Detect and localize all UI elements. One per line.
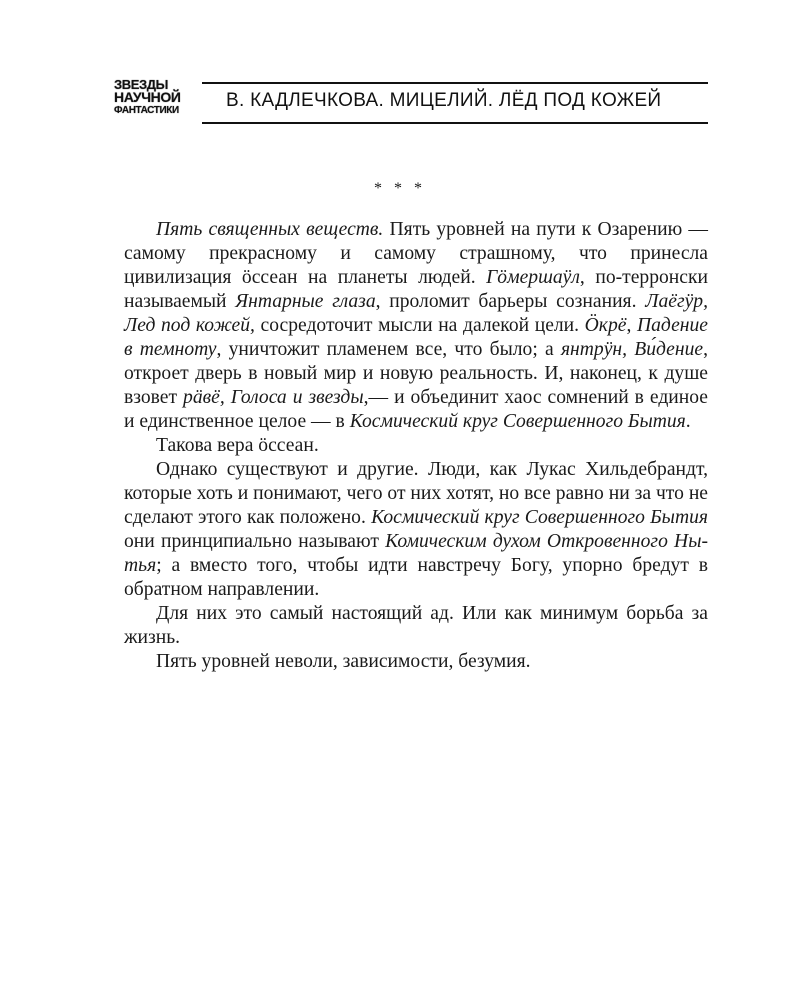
text-run: . bbox=[685, 411, 691, 432]
logo-line: ЗВЕЗДЫ bbox=[114, 77, 168, 92]
header-rule-top bbox=[202, 82, 708, 84]
text-run: Такова вера öссеан. bbox=[156, 435, 319, 456]
italic-term: Янтарные глаза bbox=[235, 291, 376, 312]
italic-term: Пять священных веществ. bbox=[156, 219, 384, 240]
body-text bbox=[124, 218, 708, 674]
header-rule-bottom bbox=[202, 122, 708, 124]
page-header bbox=[114, 76, 708, 124]
paragraph bbox=[124, 602, 708, 650]
italic-term: янтрӱн, Ви́дение bbox=[560, 339, 704, 360]
text-run: они принципиально называют bbox=[124, 531, 386, 552]
italic-term: Падение в темноту bbox=[124, 315, 708, 360]
text-run: ,— и объединит хаос сомнений в единое и единственное целое — в bbox=[124, 387, 709, 432]
text-run: Пять уровней неволи, зависимости, безумия. bbox=[156, 651, 531, 672]
text-run: ; а вместо того, чтобы идти навстречу Богу, упорно бредут в обратном направлении. bbox=[124, 555, 708, 600]
text-run: , уничтожит пламенем все, что было; а bbox=[216, 339, 561, 360]
paragraph bbox=[124, 434, 708, 458]
series-logo bbox=[114, 78, 198, 120]
logo-line: ФАНТАСТИКИ bbox=[114, 105, 179, 116]
text-run: , откроет дверь в новый мир и новую реальность. И, наконец, к душе взовет bbox=[124, 339, 708, 408]
italic-term: Гöмершаӱл bbox=[486, 267, 580, 288]
running-title: В. КАДЛЕЧКОВА. МИЦЕЛИЙ. ЛЁД ПОД КОЖЕЙ bbox=[226, 90, 662, 111]
text-run: Однако существуют и другие. Люди, как Лукас Хильдебрандт, которые хоть и понимают, чего от них хотят, но все равно ни за что не сделают этого как положено. bbox=[124, 459, 708, 528]
text-run: сосредоточит мысли на далекой цели. bbox=[254, 315, 585, 336]
text-run: , по-терронски называемый bbox=[124, 267, 708, 312]
italic-term: Лаёгӱр, Лед под кожей, bbox=[124, 291, 708, 336]
italic-term: Öкрё bbox=[584, 315, 627, 336]
text-run: Пять уровней на пути к Озарению — самому прекрасному и самому страшному, что принесла цивилизация öссеан на планеты людей. bbox=[124, 219, 708, 288]
logo-line: НАУЧНОЙ bbox=[114, 89, 181, 105]
text-run: , bbox=[626, 315, 637, 336]
italic-term: Космический круг Совершенного Бытия bbox=[371, 507, 708, 528]
section-break: * * * bbox=[374, 180, 426, 197]
italic-term: Космический круг Совершенного Бытия bbox=[349, 411, 686, 432]
text-run: Для них это самый настоящий ад. Или как минимум борьба за жизнь. bbox=[124, 603, 708, 648]
paragraph bbox=[124, 458, 708, 602]
italic-term: рäвё, Голоса и звезды bbox=[183, 387, 364, 408]
italic-term: Комическим духом Откровенного Нытья bbox=[124, 531, 708, 576]
paragraph bbox=[124, 650, 708, 674]
paragraph bbox=[124, 218, 708, 434]
text-run: , проломит барьеры сознания. bbox=[375, 291, 646, 312]
